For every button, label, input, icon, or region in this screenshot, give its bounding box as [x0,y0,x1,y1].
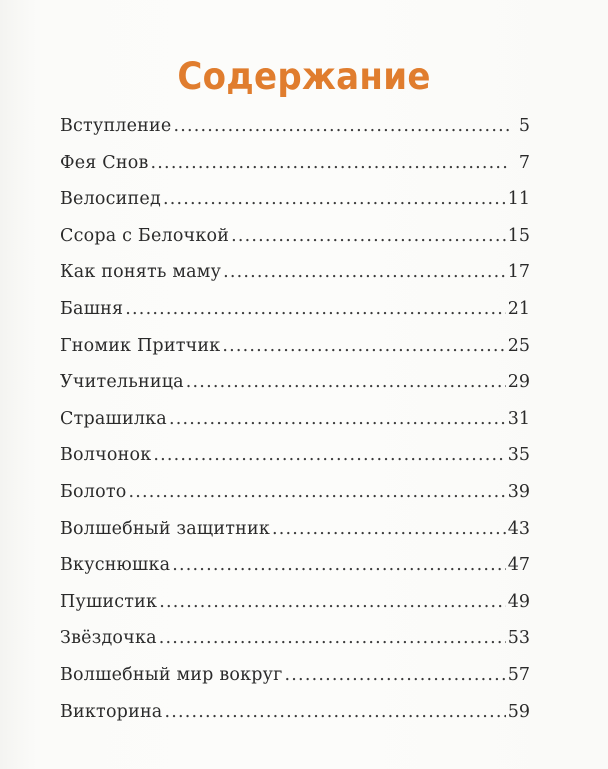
toc-entry-title: Как понять маму [60,262,222,283]
dot-leader [159,626,506,650]
toc-entry-title: Страшилка [60,408,167,429]
dot-leader [172,553,505,577]
toc-entry-page-number: 43 [507,518,530,539]
dot-leader [159,590,506,614]
toc-entry-title: Волчонок [60,445,152,466]
toc-entry-title: Учительница [60,372,184,393]
toc-entry [60,334,530,371]
toc-entry [60,224,530,261]
toc-entry [60,626,530,663]
toc-entry-title: Вкуснюшка [60,555,171,576]
toc-entry [60,260,530,297]
toc-entry [60,443,530,480]
dot-leader [223,260,506,284]
toc-entry-title: Викторина [60,701,163,722]
toc-entry-page-number: 7 [518,152,530,173]
toc-entry-page-number: 21 [507,298,530,319]
toc-entry-title: Звёздочка [60,628,157,649]
toc-entry-page-number: 29 [507,372,530,393]
toc-entry-title: Велосипед [60,189,161,210]
table-of-contents [60,114,530,736]
toc-entry-title: Пушистик [60,591,158,612]
dot-leader [125,297,505,321]
toc-entry-page-number: 59 [507,701,530,722]
toc-entry [60,590,530,627]
dot-leader [173,114,510,138]
toc-entry-page-number: 49 [507,591,530,612]
toc-entry-page-number: 35 [507,445,530,466]
toc-entry-title: Волшебный мир вокруг [60,664,283,685]
toc-entry-title: Ссора с Белочкой [60,225,230,246]
toc-entry [60,553,530,590]
toc-entry-page-number: 47 [507,555,530,576]
dot-leader [164,700,505,724]
dot-leader [231,224,506,248]
toc-entry-page-number: 17 [507,262,530,283]
toc-entry [60,370,530,407]
dot-leader [272,517,506,541]
toc-entry [60,187,530,224]
toc-entry-page-number: 53 [507,628,530,649]
toc-entry [60,517,530,554]
toc-entry-page-number: 11 [507,189,530,210]
toc-entry-page-number: 39 [507,481,530,502]
dot-leader [151,151,510,175]
toc-entry-page-number: 31 [507,408,530,429]
dot-leader [222,334,505,358]
toc-entry-title: Болото [60,481,127,502]
toc-entry [60,700,530,737]
toc-entry [60,407,530,444]
toc-entry-page-number: 25 [507,335,530,356]
toc-entry-title: Фея Снов [60,152,149,173]
toc-entry [60,297,530,334]
toc-entry-page-number: 5 [518,116,530,136]
toc-entry-title: Башня [60,298,124,319]
toc-entry-page-number: 15 [507,225,530,246]
toc-entry-title: Гномик Притчик [60,335,221,356]
toc-entry [60,663,530,700]
toc-entry-page-number: 57 [507,664,530,685]
page-title: Содержание [177,54,431,98]
dot-leader [169,407,506,431]
dot-leader [186,370,506,394]
toc-entry-title: Вступление [60,116,172,136]
dot-leader [163,187,506,211]
toc-entry [60,151,530,188]
toc-entry [60,480,530,517]
toc-entry-title: Волшебный защитник [60,518,270,539]
dot-leader [128,480,505,504]
toc-entry [60,114,530,151]
dot-leader [153,443,505,467]
dot-leader [285,663,506,687]
